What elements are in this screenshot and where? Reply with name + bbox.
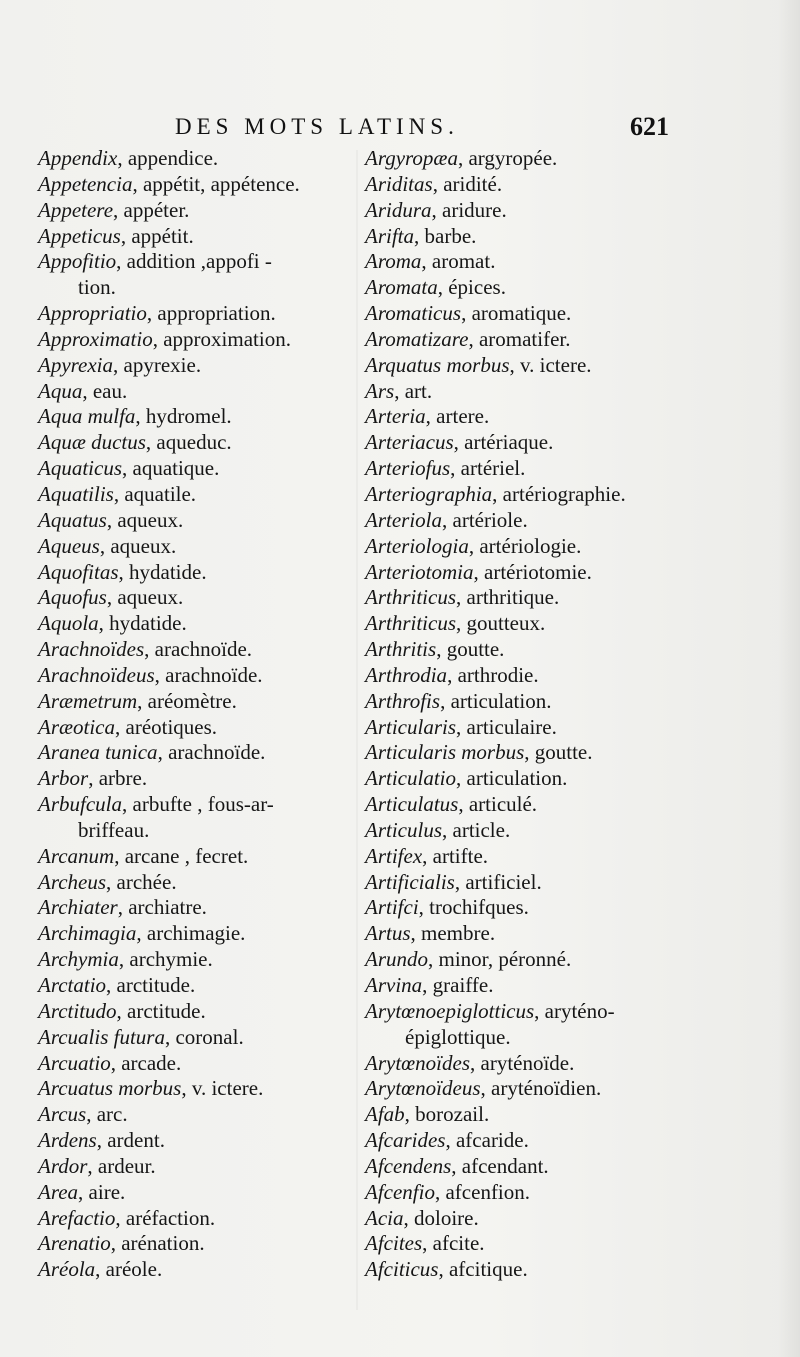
latin-term: Arvina [365,973,423,997]
dictionary-entry [38,1180,353,1206]
french-gloss: , appendice. [117,146,219,170]
dictionary-entry [365,1076,690,1102]
latin-term: Aquatilis [38,481,114,506]
entry-continuation [38,275,353,301]
french-gloss: , arcade. [110,1050,182,1075]
dictionary-entry [365,146,690,172]
latin-term: Argyropæa [365,146,458,170]
french-gloss: , archée. [106,869,177,894]
latin-term: Approximatio [38,326,153,351]
french-gloss: , aréotiques. [115,714,218,739]
french-gloss: , minor, péronné. [428,947,572,972]
dictionary-entry [365,1128,690,1154]
latin-term: Arytœnoepiglotticus [365,998,535,1023]
dictionary-entry [365,1180,690,1206]
dictionary-entry [38,1128,353,1154]
french-gloss: épiglottique. [405,1024,511,1049]
french-gloss: , aromatifer. [468,326,571,351]
latin-term: Arthriticus [365,585,457,610]
french-gloss: , artere. [425,404,490,429]
dictionary-entry [38,947,353,973]
latin-term: Arcanum [38,843,115,868]
running-head [0,112,800,148]
dictionary-entry [38,534,353,560]
latin-term: Arenatio [38,1231,111,1256]
dictionary-entry [38,973,353,999]
latin-term: Aquofitas [38,559,119,584]
french-gloss: , argyropée. [457,146,558,170]
french-gloss: , artifte. [422,843,489,868]
french-gloss: , artificiel. [454,869,542,894]
latin-term: Arteriographia [365,481,493,506]
dictionary-entry [365,249,690,275]
latin-term: Arthrofis [365,688,441,713]
latin-term: Arteriotomia [365,559,474,584]
dictionary-entry [365,999,690,1025]
french-gloss: , aryténoïdien. [480,1076,602,1101]
dictionary-entry [38,146,353,172]
french-gloss: , doloire. [403,1205,479,1230]
dictionary-entry [365,301,690,327]
latin-term: Appeticus [38,223,121,248]
dictionary-entry [365,740,690,766]
french-gloss: , épices. [437,275,506,300]
latin-term: Ardor [38,1153,88,1178]
page-number: 621 [630,112,669,141]
french-gloss: , aromat. [421,249,496,274]
dictionary-entry [365,327,690,353]
latin-term: Aromaticus [365,301,462,326]
latin-term: Aræmetrum [38,688,138,713]
latin-term: Arcualis futura [38,1024,165,1049]
latin-term: Articulatio [365,766,456,791]
latin-term: Area [38,1179,79,1204]
dictionary-entry [38,715,353,741]
french-gloss: , articulé. [458,792,538,817]
dictionary-entry [365,1257,690,1283]
french-gloss: , archiatre. [117,895,207,920]
dictionary-entry [38,198,353,224]
latin-term: Aquatus [38,507,107,532]
dictionary-entry [365,456,690,482]
dictionary-entry [365,172,690,198]
french-gloss: , approximation. [152,326,291,351]
french-gloss: , arthritique. [456,585,560,610]
french-gloss: , coronal. [164,1024,244,1049]
dictionary-entry [365,560,690,586]
french-gloss: , aquatique. [122,456,220,481]
dictionary-entry [38,844,353,870]
french-gloss: , appétit, appétence. [132,171,300,196]
french-gloss: , aquatile. [113,481,197,506]
dictionary-entry [38,870,353,896]
french-gloss: tion. [78,275,116,300]
dictionary-entry [38,1154,353,1180]
latin-term: Arachnoïdeus [38,662,155,687]
french-gloss: , appétit. [120,223,194,248]
latin-term: Aridura [365,197,432,222]
latin-term: Archymia [38,947,119,972]
french-gloss: , arachnoïde. [154,662,263,687]
french-gloss: , appéter. [113,197,190,222]
dictionary-entry [38,637,353,663]
dictionary-entry [365,379,690,405]
latin-term: Articulatus [365,792,459,817]
latin-term: Aranea tunica [38,740,158,765]
latin-term: Aroma [365,249,422,274]
dictionary-entry [365,895,690,921]
french-gloss: , hydromel. [135,404,232,429]
dictionary-entry [38,663,353,689]
french-gloss: , arbre. [88,766,148,791]
dictionary-entry [38,430,353,456]
dictionary-entry [365,637,690,663]
dictionary-entry [365,404,690,430]
latin-term: Archeus [38,869,107,894]
latin-term: Aqua [38,378,83,403]
latin-term: Arifta [365,223,415,248]
french-gloss: , eau. [82,378,128,403]
dictionary-entry [38,560,353,586]
dictionary-entry [365,275,690,301]
dictionary-entry [38,508,353,534]
dictionary-entry [38,172,353,198]
dictionary-entry [38,740,353,766]
dictionary-entry [38,249,353,275]
latin-term: Arbufcula [38,792,122,817]
right-column [365,146,690,1283]
dictionary-entry [365,973,690,999]
left-column [38,146,353,1283]
latin-term: Aréola [38,1257,96,1282]
latin-term: Archiater [38,895,118,920]
latin-term: Afcenfio [365,1179,435,1204]
page-edge-shadow [778,0,800,1357]
dictionary-entry [38,585,353,611]
dictionary-entry [365,689,690,715]
latin-term: Afciticus [365,1257,439,1282]
french-gloss: , arcane , fecret. [114,843,249,868]
dictionary-entry [365,353,690,379]
latin-term: Aromata [365,275,438,300]
french-gloss: , goutte. [436,637,505,662]
french-gloss: , apyrexie. [113,352,202,377]
french-gloss: , arc. [86,1102,128,1127]
latin-term: Arteriologia [365,533,469,558]
dictionary-entry [365,1102,690,1128]
french-gloss: , aryténoïde. [470,1050,575,1075]
french-gloss: , artériologie. [468,533,582,558]
dictionary-entry [38,379,353,405]
french-gloss: , arénation. [110,1231,205,1256]
latin-term: Articulus [365,817,442,842]
dictionary-entry [38,792,353,818]
french-gloss: briffeau. [78,817,150,842]
dictionary-entry [38,1231,353,1257]
french-gloss: , artériotomie. [473,559,592,584]
latin-term: Appofitio [38,249,117,274]
french-gloss: , hydatide. [118,559,207,584]
entry-continuation [365,1025,690,1051]
latin-term: Arcuatus morbus [38,1076,182,1101]
latin-term: Arthrodia [365,662,448,687]
french-gloss: , aqueux. [99,533,177,558]
dictionary-entry [365,715,690,741]
latin-term: Appetencia [38,171,133,196]
french-gloss: , aqueduc. [145,430,232,455]
french-gloss: , goutte. [524,740,593,765]
latin-term: Arcuatio [38,1050,111,1075]
french-gloss: , artériole. [442,507,528,532]
latin-term: Aquæ ductus [38,430,146,455]
french-gloss: , articulaire. [456,714,557,739]
dictionary-entry [365,870,690,896]
dictionary-entry [38,921,353,947]
dictionary-entry [38,456,353,482]
french-gloss: , arbufte , fous-ar- [122,792,274,817]
french-gloss: , articulation. [440,688,552,713]
french-gloss: , trochifques. [418,895,529,920]
dictionary-entry [38,895,353,921]
french-gloss: , addition ,appofi - [116,249,272,274]
dictionary-entry [365,844,690,870]
french-gloss: , aréfaction. [115,1205,216,1230]
latin-term: Arbor [38,766,89,791]
dictionary-entry [365,947,690,973]
dictionary-entry [38,1076,353,1102]
latin-term: Arctitudo [38,998,117,1023]
latin-term: Afcendens [365,1153,452,1178]
french-gloss: , arachnoïde. [144,637,253,662]
dictionary-entry [38,327,353,353]
french-gloss: , artériographie. [492,481,626,506]
french-gloss: , art. [394,378,433,403]
latin-term: Articularis [365,714,457,739]
latin-term: Aqua mulfa [38,404,136,429]
french-gloss: , afcenfion. [434,1179,531,1204]
dictionary-entry [365,1206,690,1232]
dictionary-entry [365,1051,690,1077]
latin-term: Archimagia [38,921,137,946]
french-gloss: , v. ictere. [181,1076,264,1101]
french-gloss: , goutteux. [456,611,546,636]
french-gloss: , arthrodie. [447,662,539,687]
latin-term: Artificialis [365,869,455,894]
dictionary-entry [365,792,690,818]
dictionary-entry [38,689,353,715]
french-gloss: , hydatide. [98,611,187,636]
latin-term: Articularis morbus [365,740,525,765]
latin-term: Appropriatio [38,301,147,326]
latin-term: Arthriticus [365,611,457,636]
dictionary-entry [38,482,353,508]
dictionary-entry [38,404,353,430]
latin-term: Aquola [38,611,99,636]
latin-term: Arteriola [365,507,442,532]
latin-term: Arefactio [38,1205,116,1230]
dictionary-entry [365,482,690,508]
latin-term: Appendix [38,146,118,170]
dictionary-entry [365,198,690,224]
french-gloss: , artériaque. [453,430,554,455]
french-gloss: , ardent. [96,1128,165,1153]
french-gloss: , afcendant. [451,1153,549,1178]
latin-term: Arcus [38,1102,87,1127]
latin-term: Ardens [38,1128,97,1153]
french-gloss: , aridité. [432,171,503,196]
latin-term: Arteria [365,404,426,429]
dictionary-entry [365,1154,690,1180]
latin-term: Aqueus [38,533,100,558]
french-gloss: , arachnoïde. [157,740,266,765]
french-gloss: , afcitique. [438,1257,528,1282]
french-gloss: , articulation. [456,766,568,791]
dictionary-entry [38,301,353,327]
french-gloss: , aqueux. [106,507,184,532]
dictionary-entry [38,766,353,792]
french-gloss: , archimagie. [136,921,246,946]
latin-term: Afab [365,1102,405,1127]
latin-term: Afcites [365,1231,423,1256]
dictionary-entry [38,1206,353,1232]
latin-term: Aquofus [38,585,107,610]
latin-term: Artus [365,921,411,946]
french-gloss: , aridure. [431,197,507,222]
latin-term: Apyrexia [38,352,114,377]
french-gloss: , aryténo- [534,998,615,1023]
latin-term: Arytœnoïdeus [365,1076,481,1101]
latin-term: Artifex [365,843,423,868]
french-gloss: , aqueux. [106,585,184,610]
french-gloss: , afcite. [422,1231,485,1256]
french-gloss: , archymie. [118,947,213,972]
french-gloss: , graiffe. [422,973,494,997]
dictionary-entry [365,585,690,611]
latin-term: Ariditas [365,171,433,196]
latin-term: Arctatio [38,973,107,997]
french-gloss: , appropriation. [146,301,276,326]
french-gloss: , aréomètre. [137,688,237,713]
dictionary-entry [38,1257,353,1283]
dictionary-entry [365,534,690,560]
french-gloss: , ardeur. [87,1153,156,1178]
dictionary-entry [365,921,690,947]
french-gloss: , membre. [410,921,496,946]
french-gloss: , borozail. [404,1102,490,1127]
dictionary-entry [365,224,690,250]
french-gloss: , aire. [78,1179,126,1204]
french-gloss: , aromatique. [461,301,572,326]
dictionary-entry [365,1231,690,1257]
french-gloss: , afcaride. [445,1128,529,1153]
dictionary-entry [365,766,690,792]
dictionary-entry [38,1102,353,1128]
dictionary-entry [365,818,690,844]
dictionary-entry [38,1025,353,1051]
running-head-title: DES MOTS LATINS. [175,114,459,139]
latin-term: Artifci [365,895,419,920]
french-gloss: , arctitude. [116,998,206,1023]
french-gloss: , article. [442,817,511,842]
french-gloss: , arctitude. [106,973,196,997]
dictionary-entry [365,508,690,534]
latin-term: Arundo [365,947,428,972]
dictionary-entry [365,430,690,456]
latin-term: Arteriacus [365,430,454,455]
latin-term: Acia [365,1205,404,1230]
latin-term: Arytœnoïdes [365,1050,470,1075]
entry-continuation [38,818,353,844]
french-gloss: , v. ictere. [509,352,592,377]
dictionary-entry [38,1051,353,1077]
dictionary-entry [38,999,353,1025]
latin-term: Arthritis [365,637,437,662]
dictionary-entry [38,224,353,250]
latin-term: Arachnoïdes [38,637,145,662]
column-gutter [356,150,358,1310]
latin-term: Aræotica [38,714,115,739]
french-gloss: , aréole. [95,1257,163,1282]
latin-term: Aquaticus [38,456,122,481]
dictionary-entry [38,353,353,379]
latin-term: Ars [365,378,395,403]
dictionary-entry [365,611,690,637]
latin-term: Afcarides [365,1128,446,1153]
french-gloss: , barbe. [414,223,477,248]
latin-term: Aromatizare [365,326,469,351]
french-gloss: , artériel. [450,456,526,481]
dictionary-entry [38,611,353,637]
latin-term: Appetere [38,197,114,222]
dictionary-entry [365,663,690,689]
latin-term: Arquatus morbus [365,352,510,377]
latin-term: Arteriofus [365,456,451,481]
